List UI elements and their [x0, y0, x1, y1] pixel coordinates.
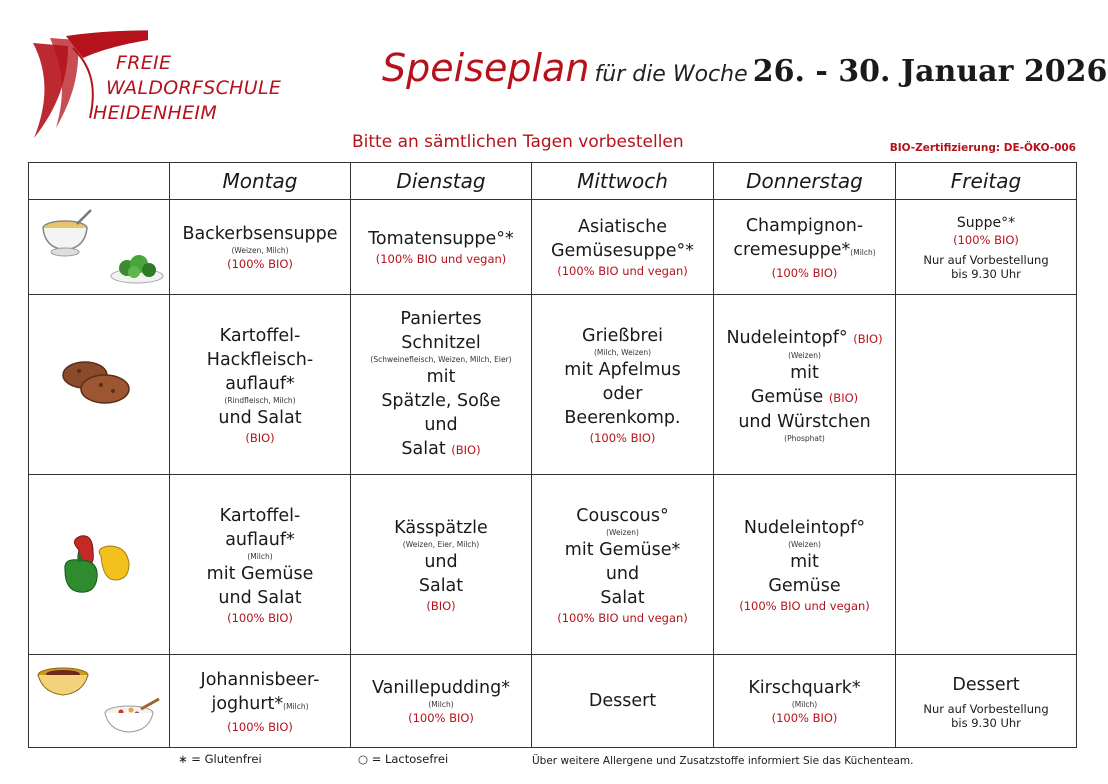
main2-monday [170, 475, 351, 655]
soup-monday-bio: (100% BIO) [227, 257, 293, 271]
main2-tuesday-allergens: (Weizen, Eier, Milch) [402, 539, 480, 549]
soup-friday-note1: Nur auf Vorbestellung [923, 252, 1049, 267]
soup-wednesday-bio: (100% BIO und vegan) [557, 264, 688, 278]
main1-thursday-allergens: (Weizen) [788, 350, 821, 360]
main2-monday-line4: und Salat [218, 587, 302, 608]
soup-tuesday-name: Tomatensuppe°* [368, 229, 514, 249]
preorder-notice: Bitte an sämtlichen Tagen vorbestellen [352, 132, 684, 152]
main1-wednesday-line1: Grießbrei [582, 325, 663, 346]
soup-friday [896, 200, 1077, 295]
soup-tureen-icon [35, 206, 95, 258]
main2-thursday [714, 475, 896, 655]
main1-thursday-line2: mit [790, 362, 819, 383]
main1-wednesday-line2: mit Apfelmus [564, 359, 681, 380]
soup-friday-bio: (100% BIO) [953, 232, 1019, 247]
dessert-thursday [714, 655, 896, 748]
soup-friday-name: Suppe°* [956, 214, 1016, 231]
main2-wednesday-bio: (100% BIO und vegan) [557, 610, 688, 625]
main2-thursday-line1: Nudeleintopf° [743, 517, 866, 538]
main1-tuesday-line1: Paniertes [400, 309, 482, 329]
header-wednesday: Mittwoch [532, 163, 714, 200]
dessert-tuesday-allergens: (Milch) [428, 700, 454, 709]
main1-tuesday-line2: Schnitzel [401, 333, 481, 353]
school-logo [28, 28, 328, 148]
main1-thursday-bio1: (BIO) [853, 331, 883, 346]
soup-monday [170, 200, 351, 295]
header-row [29, 163, 1077, 200]
main2-monday-bio: (100% BIO) [227, 610, 293, 625]
dessert-monday [170, 655, 351, 748]
main1-tuesday-line4: Spätzle, Soße [381, 391, 501, 411]
main1-thursday-line4: und Würstchen [738, 411, 871, 432]
muesli-bowl-icon [101, 697, 163, 737]
main1-wednesday-bio: (100% BIO) [589, 430, 656, 445]
soup-image-cell [29, 200, 170, 295]
menu-table [28, 162, 1077, 748]
main1-thursday-line3: Gemüse [750, 386, 824, 407]
soup-thursday [714, 200, 896, 295]
main2-monday-allergens: (Milch) [247, 551, 273, 561]
main2-wednesday-allergens: (Weizen) [606, 527, 639, 537]
main1-tuesday-line3: mit [426, 367, 456, 387]
soup-wednesday-line1: Asiatische [578, 217, 667, 237]
header-thursday: Donnerstag [714, 163, 896, 200]
title-week-label: für die Woche [594, 62, 748, 87]
soup-tuesday-bio: (100% BIO und vegan) [375, 252, 507, 266]
main1-friday [896, 295, 1077, 475]
dessert-friday-note2: bis 9.30 Uhr [951, 715, 1021, 730]
header-empty [29, 163, 170, 200]
main1-monday-line2: Hackfleisch- [206, 349, 314, 370]
main1-monday-allergens: (Rindfleisch, Milch) [224, 395, 296, 405]
main1-wednesday-line4: Beerenkomp. [564, 407, 681, 428]
salad-bowl-icon [107, 246, 167, 286]
logo-line-heidenheim: HEIDENHEIM [93, 102, 218, 124]
soup-tuesday [351, 200, 532, 295]
meat-patties-icon [57, 351, 137, 411]
main2-wednesday [532, 475, 714, 655]
soup-wednesday-line2: Gemüsesuppe°* [550, 241, 695, 261]
main2-wednesday-line1: Couscous° [576, 505, 669, 526]
bell-peppers-icon [59, 530, 139, 600]
dessert-friday [896, 655, 1077, 748]
main1-thursday-bio2: (BIO) [828, 390, 859, 405]
main2-monday-line1: Kartoffel- [219, 505, 301, 526]
main1-wednesday [532, 295, 714, 475]
main2-tuesday-line2: und [424, 551, 458, 572]
header-friday: Freitag [896, 163, 1077, 200]
footer-lactose-legend: ○ = Lactosefrei [358, 752, 449, 766]
main2-friday [896, 475, 1077, 655]
dessert-friday-note1: Nur auf Vorbestellung [923, 701, 1049, 716]
dessert-tuesday-line1: Vanillepudding* [371, 678, 510, 698]
soup-wednesday [532, 200, 714, 295]
soup-thursday-line1: Champignon- [745, 215, 864, 236]
soup-monday-allergens: (Weizen, Milch) [231, 246, 289, 255]
dessert-monday-line1: Johannisbeer- [200, 669, 320, 690]
main2-wednesday-line2: mit Gemüse* [564, 539, 681, 560]
dessert-wednesday-line1: Dessert [588, 691, 657, 711]
soup-monday-name: Backerbsensuppe [182, 224, 338, 244]
main2-monday-line3: mit Gemüse [206, 563, 314, 584]
main1-tuesday-line6: Salat [401, 439, 446, 459]
dessert-tuesday [351, 655, 532, 748]
bio-certification: BIO-Zertifizierung: DE-ÖKO-006 [889, 142, 1076, 154]
main1-tuesday-bio: (BIO) [451, 443, 481, 457]
dessert-monday-bio: (100% BIO) [227, 719, 293, 734]
soup-row [29, 200, 1077, 295]
dessert-thursday-line1: Kirschquark* [748, 678, 861, 698]
soup-friday-note2: bis 9.30 Uhr [951, 266, 1021, 281]
main1-monday-line1: Kartoffel- [219, 325, 301, 346]
main1-monday [170, 295, 351, 475]
dessert-monday-line2: joghurt* [211, 693, 284, 714]
main2-thursday-line2: mit [790, 551, 819, 572]
soup-thursday-bio: (100% BIO) [771, 265, 838, 280]
main2-monday-line2: auflauf* [225, 529, 295, 550]
main1-thursday-allergens2: (Phosphat) [784, 433, 825, 443]
main1-tuesday-allergens: (Schweinefleisch, Weizen, Milch, Eier) [370, 355, 512, 364]
dessert-tuesday-bio: (100% BIO) [408, 711, 474, 725]
main2-row [29, 475, 1077, 655]
main1-row [29, 295, 1077, 475]
title-speiseplan: Speiseplan [382, 46, 590, 90]
dessert-wednesday [532, 655, 714, 748]
dessert-monday-allergens: (Milch) [283, 701, 309, 711]
soup-thursday-allergens: (Milch) [850, 247, 876, 257]
main2-thursday-bio: (100% BIO und vegan) [739, 598, 870, 613]
footer-allergen-info: Über weitere Allergene und Zusatzstoffe informiert Sie das Küchenteam. [532, 755, 914, 767]
main2-tuesday-bio: (BIO) [426, 598, 456, 613]
header-monday: Montag [170, 163, 351, 200]
main2-thursday-allergens: (Weizen) [788, 539, 821, 549]
main1-wednesday-line3: oder [602, 383, 643, 404]
dessert-bowl-icon [35, 665, 91, 699]
main1-thursday [714, 295, 896, 475]
main1-wednesday-allergens: (Milch, Weizen) [593, 347, 652, 357]
main2-tuesday [351, 475, 532, 655]
logo-line-freie: FREIE [116, 52, 172, 74]
dessert-thursday-bio: (100% BIO) [771, 711, 838, 725]
dessert-image-cell [29, 655, 170, 748]
main1-thursday-line1: Nudeleintopf° [726, 327, 848, 348]
footer-gluten-legend: ∗ = Glutenfrei [178, 752, 262, 766]
main1-monday-line3: auflauf* [225, 373, 295, 394]
main1-monday-line4: und Salat [218, 407, 302, 428]
logo-line-waldorfschule: WALDORFSCHULE [106, 77, 282, 99]
soup-thursday-line2: cremesuppe* [733, 239, 851, 260]
header-tuesday: Dienstag [351, 163, 532, 200]
main2-tuesday-line3: Salat [418, 575, 464, 596]
main1-tuesday [351, 295, 532, 475]
main2-thursday-line3: Gemüse [768, 575, 841, 596]
dessert-row [29, 655, 1077, 748]
main1-monday-bio: (BIO) [245, 430, 275, 445]
dessert-thursday-allergens: (Milch) [791, 700, 818, 709]
main2-wednesday-line4: Salat [600, 587, 645, 608]
main2-image-cell [29, 475, 170, 655]
main1-image-cell [29, 295, 170, 475]
page-title [382, 46, 1107, 90]
main1-tuesday-line5: und [424, 415, 458, 435]
title-dates: 26. - 30. Januar 2026 [752, 54, 1108, 89]
main2-tuesday-line1: Kässpätzle [394, 517, 488, 538]
dessert-friday-line1: Dessert [952, 674, 1020, 695]
main2-wednesday-line3: und [605, 563, 640, 584]
